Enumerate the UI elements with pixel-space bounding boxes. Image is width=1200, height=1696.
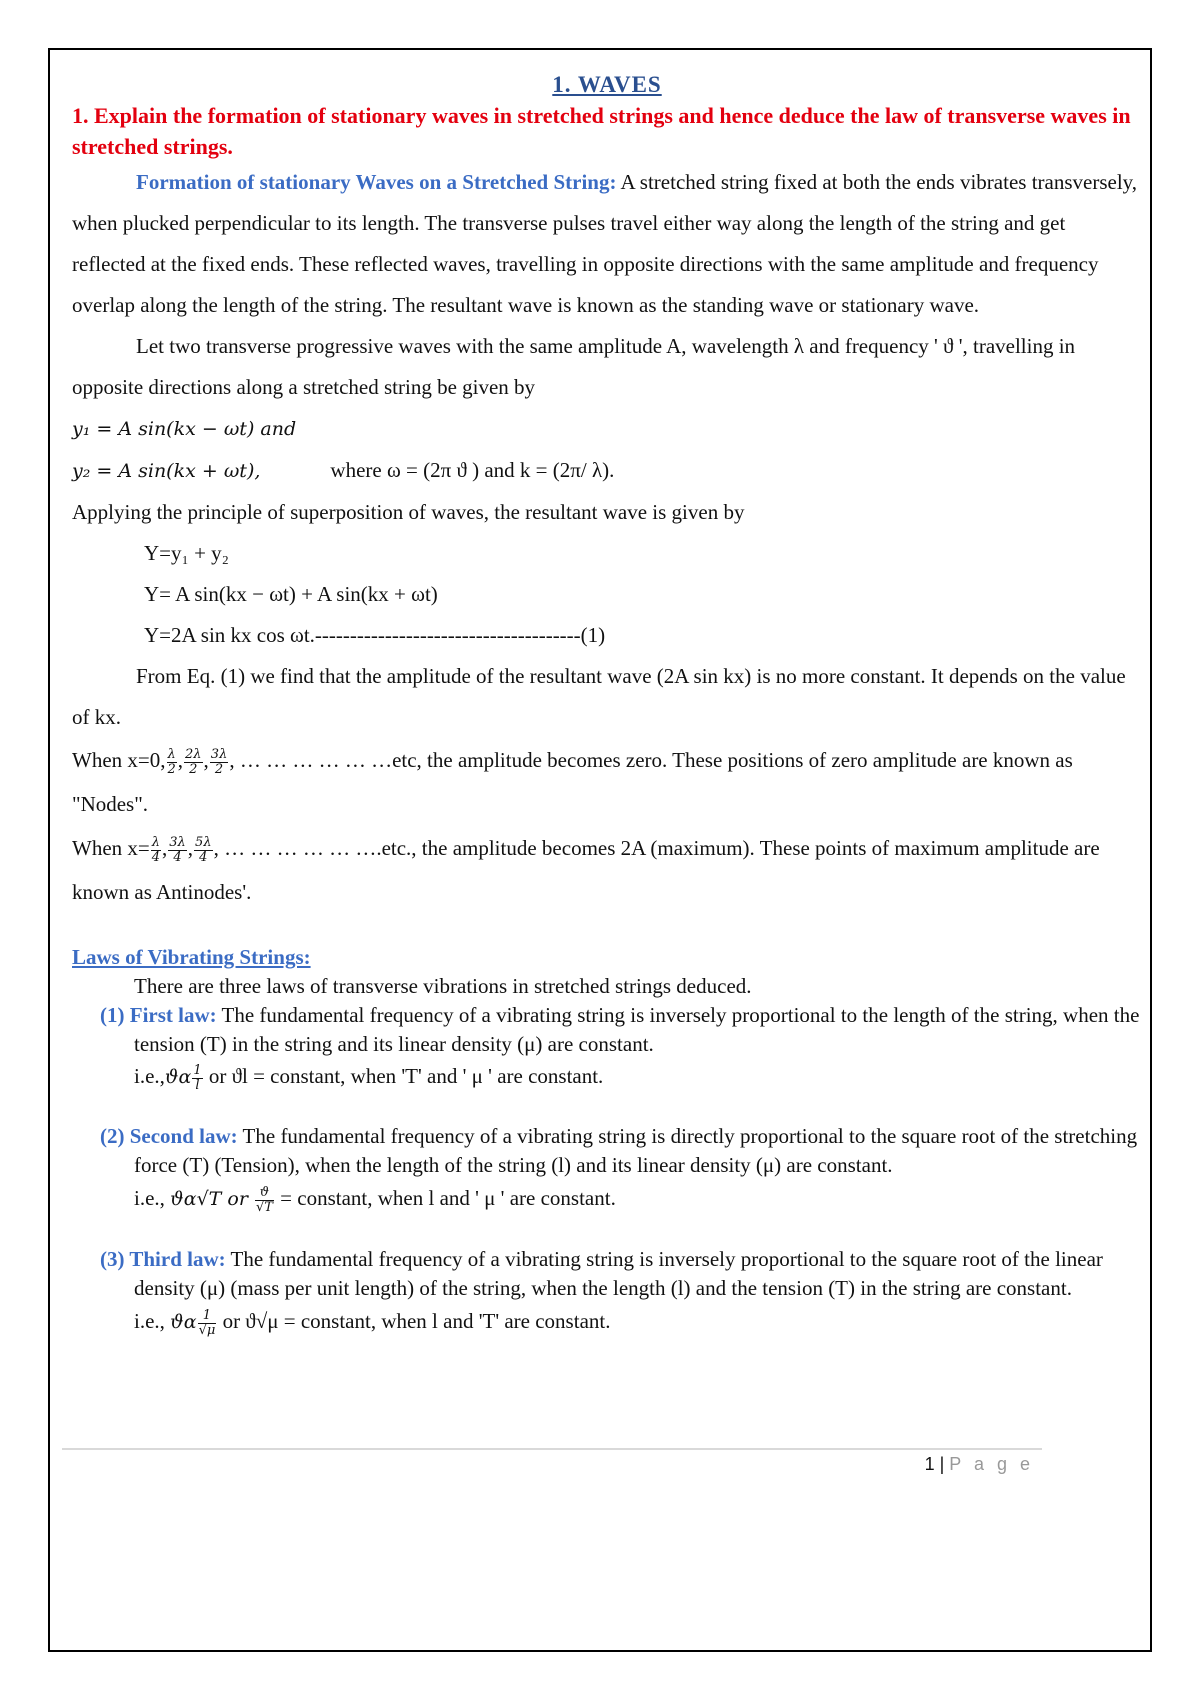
fraction: $\frac{3\lambda}{2}$ — [210, 746, 228, 777]
footer-divider — [62, 1448, 1042, 1450]
first-law: (1) First law: The fundamental frequency of a vibrating string is inversely proportional to the length of the string, when the tension (T) in the string and its linear density (μ) are constant. — [100, 1003, 1140, 1056]
fraction: $\frac{1}{l}$ — [193, 1062, 202, 1093]
second-law: (2) Second law: The fundamental frequency of a vibrating string is directly proportional to the square root of the stretching force (T) (Tension), when the length of the string (l) and its linear density (μ) are constant. — [100, 1124, 1138, 1177]
fraction: $\frac{5\lambda}{4}$ — [195, 834, 212, 865]
fraction: $\frac{3\lambda}{4}$ — [169, 834, 186, 865]
fraction: $\frac{1}{√\mu}$ — [198, 1307, 216, 1338]
equation-Y3: Y=2A sin kx cos ωt.--------------------------------------(1) — [144, 623, 606, 647]
third-law: (3) Third law: The fundamental frequency of a vibrating string is inversely proportional to the square root of the linear density (μ) (mass per unit length) of the string, when the length (l) and the tension (T) in the string are constant. — [100, 1247, 1103, 1300]
fraction: $\frac{\lambda}{2}$ — [167, 746, 176, 777]
laws-heading: Laws of Vibrating Strings: — [72, 945, 311, 969]
antinodes-paragraph: When x= $\frac{\lambda}{4}$ , $\frac{3\lambda}{4}$ , $\frac{5\lambda}{4}$ , … … … … … ….etc., the amplitude becomes 2A (maximum). These points of maximum amplitude are known as Antinodes'. — [72, 834, 1100, 904]
page-number: 1 | P a g e — [924, 1454, 1034, 1474]
formation-heading: Formation of stationary Waves on a Stretched String: — [136, 170, 617, 194]
question: 1. Explain the formation of stationary waves in stretched strings and hence deduce the law of transverse waves in stretched strings. — [72, 103, 1131, 159]
equation-y2: y₂ = A sin(kx + ωt), where ω = (2π ϑ ) and k = (2π/ λ). — [72, 458, 615, 482]
document-body — [72, 70, 1142, 1340]
formation-paragraph — [72, 162, 1142, 326]
laws-intro: There are three laws of transverse vibrations in stretched strings deduced. — [134, 974, 752, 998]
fraction: $\frac{2\lambda}{2}$ — [185, 746, 202, 777]
second-law-relation: i.e., ϑα√T or $\frac{ϑ}{√T}$ = constant, when l and ' μ ' are constant. — [134, 1184, 616, 1215]
equation-Y2: Y= A sin(kx − ωt) + A sin(kx + ωt) — [144, 582, 438, 606]
fraction: $\frac{\lambda}{4}$ — [151, 834, 161, 865]
formation-text: A stretched string fixed at both the ends vibrates transversely, when plucked perpendicular to its length. The transverse pulses travel either way along the length of the string and get reflected at the fixed ends. These reflected waves, travelling in opposite directions with the same amplitude and frequency overlap along the length of the string. The resultant wave is known as the standing wave or stationary wave. — [72, 170, 1138, 317]
fraction: $\frac{ϑ}{√T}$ — [255, 1184, 273, 1215]
superposition-text: Applying the principle of superposition of waves, the resultant wave is given by — [72, 500, 745, 524]
third-law-relation: i.e., ϑα $\frac{1}{√\mu}$ or ϑ√μ = constant, when l and 'T' are constant. — [134, 1307, 611, 1338]
equation-y1: y₁ = A sin(kx − ωt) and — [72, 418, 297, 440]
let-paragraph: Let two transverse progressive waves with the same amplitude A, wavelength λ and frequency ' ϑ ', travelling in opposite directions along a stretched string be given by — [72, 334, 1076, 399]
nodes-paragraph: When x=0, $\frac{\lambda}{2}$ , $\frac{2\lambda}{2}$ , $\frac{3\lambda}{2}$ , … … … … … …etc, the amplitude becomes zero. These positions of zero amplitude are known as "Nodes". — [72, 746, 1073, 816]
from-eq-paragraph: From Eq. (1) we find that the amplitude of the resultant wave (2A sin kx) is no more constant. It depends on the value of kx. — [72, 664, 1126, 729]
first-law-relation: i.e.,ϑα $\frac{1}{l}$ or ϑl = constant, when 'T' and ' μ ' are constant. — [134, 1062, 604, 1093]
equation-where: where ω = (2π ϑ ) and k = (2π/ λ). — [330, 458, 615, 482]
laws-section — [72, 972, 1142, 1340]
page-title: 1. WAVES — [552, 72, 662, 97]
equation-Y1: Y=y₁ + y₂ — [144, 541, 229, 565]
